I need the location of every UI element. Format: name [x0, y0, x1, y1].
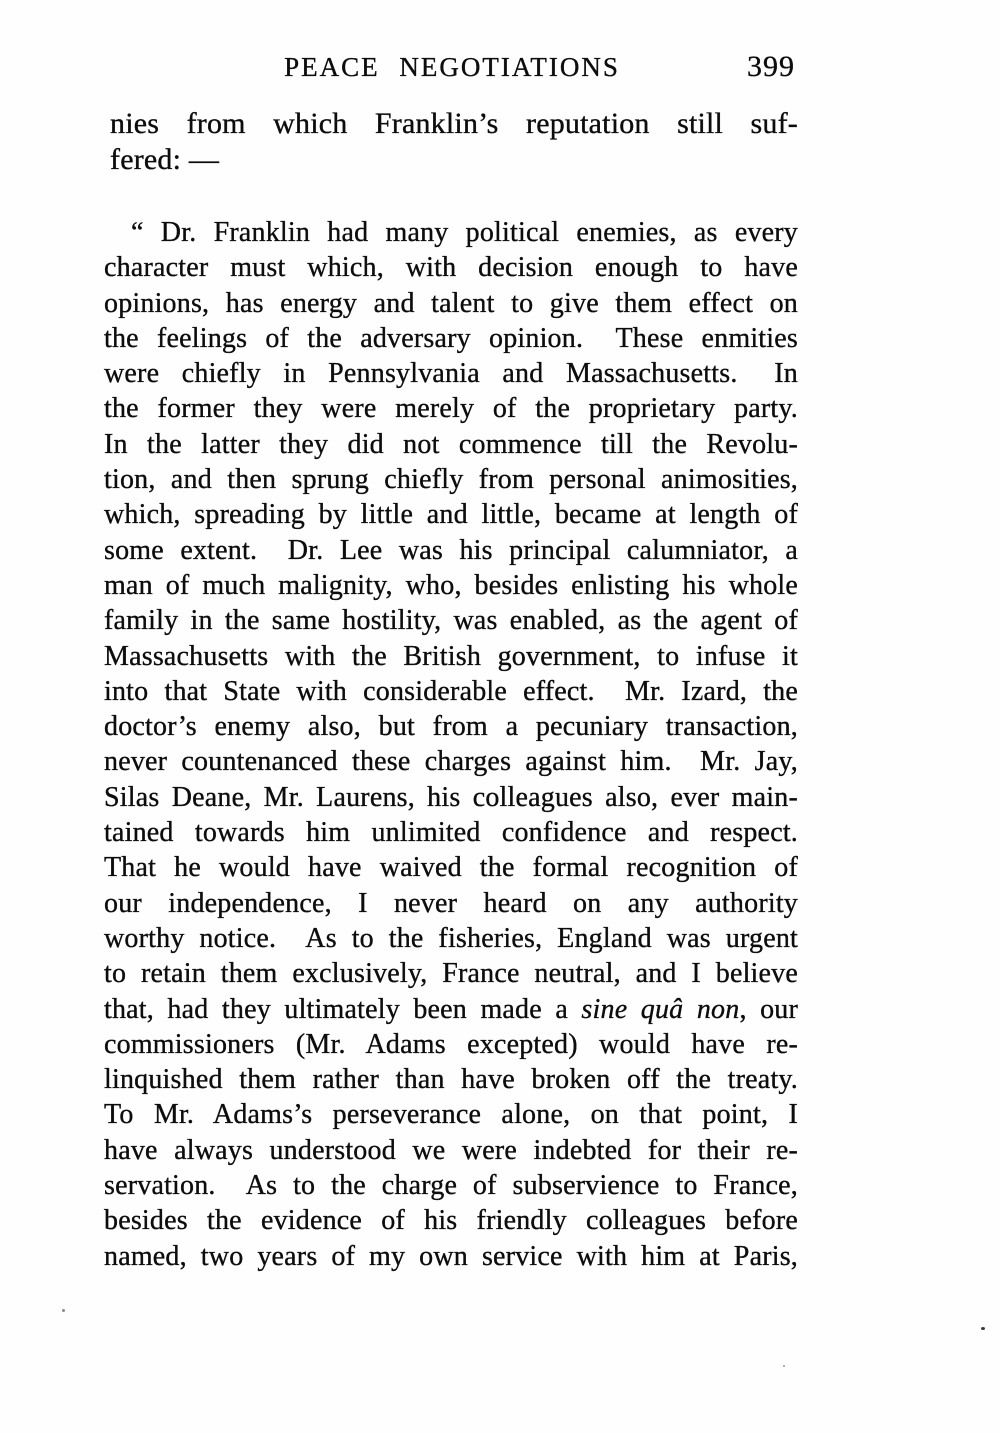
text-line: into that State with considerable effect. Mr. Izard, the [104, 675, 798, 707]
scan-speck [981, 1327, 985, 1330]
text-line: nies from which Franklin’s reputation still suf- [110, 107, 798, 140]
text-line: servation. As to the charge of subservience to France, [104, 1170, 798, 1202]
text-line: have always understood we were indebted for their re- [104, 1134, 798, 1166]
scan-speck [62, 1309, 65, 1312]
text-line: linquished them rather than have broken off the treaty. [104, 1064, 798, 1096]
text-line: the feelings of the adversary opinion. These enmities [104, 322, 798, 354]
text-line: which, spreading by little and little, became at length of [104, 499, 798, 531]
text-line: the former they were merely of the proprietary party. [104, 393, 798, 425]
text-line: worthy notice. As to the fisheries, England was urgent [104, 922, 798, 954]
text-line: opinions, has energy and talent to give them effect on [104, 287, 798, 319]
text-line: tion, and then sprung chiefly from personal animosities, [104, 464, 798, 496]
text-line: commissioners (Mr. Adams excepted) would have re- [104, 1028, 798, 1060]
text-line: In the latter they did not commence till the Revolu- [104, 428, 798, 460]
page-number: 399 [747, 50, 795, 83]
text-line: fered: — [110, 143, 220, 176]
text-line: to retain them exclusively, France neutral, and I believe [104, 958, 798, 990]
paragraph-quote [104, 215, 798, 1274]
text-line: “ Dr. Franklin had many political enemies, as every [131, 217, 798, 248]
text-line: were chiefly in Pennsylvania and Massachusetts. In [104, 358, 798, 390]
text-line: character must which, with decision enough to have [104, 252, 798, 284]
text-line: besides the evidence of his friendly colleagues before [104, 1205, 798, 1237]
scan-speck [783, 1365, 785, 1367]
running-head [107, 50, 797, 84]
text-line: Massachusetts with the British government, to infuse it [104, 640, 798, 672]
text-line: man of much malignity, who, besides enlisting his whole [104, 569, 798, 601]
text-line: tained towards him unlimited confidence and respect. [104, 817, 798, 849]
text-line: To Mr. Adams’s perseverance alone, on that point, I [104, 1099, 798, 1131]
text-line: That he would have waived the formal recognition of [104, 852, 798, 884]
text-line: Silas Deane, Mr. Laurens, his colleagues also, ever main- [104, 781, 798, 813]
text-line: named, two years of my own service with him at Paris, [104, 1240, 798, 1272]
text-line: family in the same hostility, was enabled, as the agent of [104, 605, 798, 637]
paragraph-intro [110, 106, 798, 178]
text-line: some extent. Dr. Lee was his principal calumniator, a [104, 534, 798, 566]
text-line: never countenanced these charges against him. Mr. Jay, [104, 746, 798, 778]
text-line: that, had they ultimately been made a sine quâ non, our [104, 993, 799, 1025]
text-line: our independence, I never heard on any authority [104, 887, 798, 919]
text-line: doctor’s enemy also, but from a pecuniary transaction, [104, 711, 798, 743]
page-title: PEACE NEGOTIATIONS [284, 52, 620, 82]
